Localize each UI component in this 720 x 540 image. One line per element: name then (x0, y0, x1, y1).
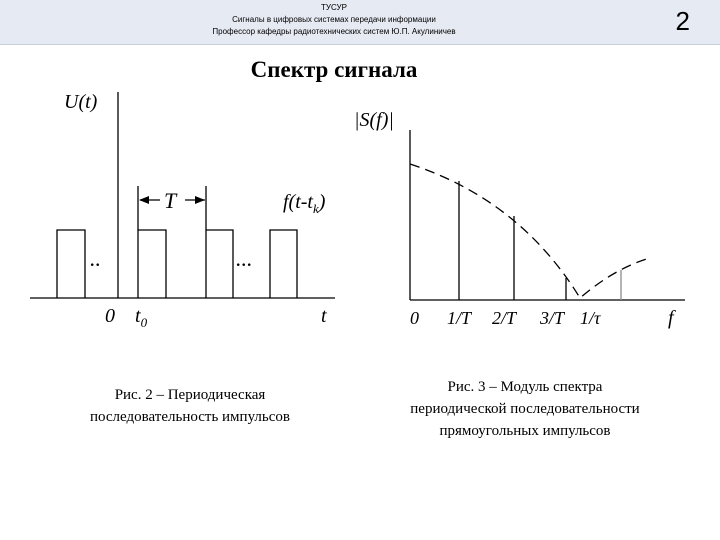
period-arrow-left (139, 196, 160, 204)
frequency-axis-label: f (668, 307, 674, 329)
pulse-train-diagram (0, 0, 360, 360)
pulse-right-1 (206, 230, 233, 298)
figure3-caption (360, 376, 690, 442)
header-line-2: Сигналы в цифровых системах передачи информации (232, 15, 436, 24)
amplitude-axis-label: U(t) (64, 91, 98, 113)
figure3-caption-line-2: периодической последовательности (410, 401, 640, 417)
origin-label: 0 (105, 305, 115, 327)
dots-left: .. (90, 246, 101, 271)
spectrum-axis-label: |S(f)| (354, 109, 394, 131)
t0-label: $t_0$ (135, 305, 148, 330)
spectrum-diagram (354, 0, 720, 360)
tick-label-3T: 3/T (540, 308, 565, 328)
period-label: T (164, 188, 177, 213)
pulse-left (57, 230, 85, 298)
period-arrow-right (185, 196, 205, 204)
pulse-right-2 (270, 230, 297, 298)
slide-number: 2 (675, 6, 690, 36)
shifted-signal-label: $f(t-t_k)$ (283, 191, 326, 216)
slide-title: Спектр сигнала (250, 57, 418, 82)
time-axis-label: t (321, 305, 327, 327)
tick-label-2T: 2/T (492, 308, 517, 328)
spectrum-envelope (410, 164, 650, 298)
dots-right: ... (236, 246, 253, 271)
tick-label-1tau: 1/τ (580, 308, 601, 328)
header-line-3: Профессор кафедры радиотехнических систем Ю.П. Акулиничев (212, 27, 456, 36)
header-line-1: ТУСУР (321, 3, 347, 12)
figure2-caption-line-2: последовательность импульсов (90, 409, 290, 425)
tick-label-0: 0 (410, 308, 419, 328)
figure2-caption (40, 384, 340, 428)
figure3-caption-line-1: Рис. 3 – Модуль спектра (447, 379, 603, 395)
tick-label-1T: 1/T (447, 308, 472, 328)
figure3-caption-line-3: прямоугольных импульсов (439, 423, 611, 439)
pulse-center (138, 230, 166, 298)
figure2-caption-line-1: Рис. 2 – Периодическая (114, 387, 266, 403)
